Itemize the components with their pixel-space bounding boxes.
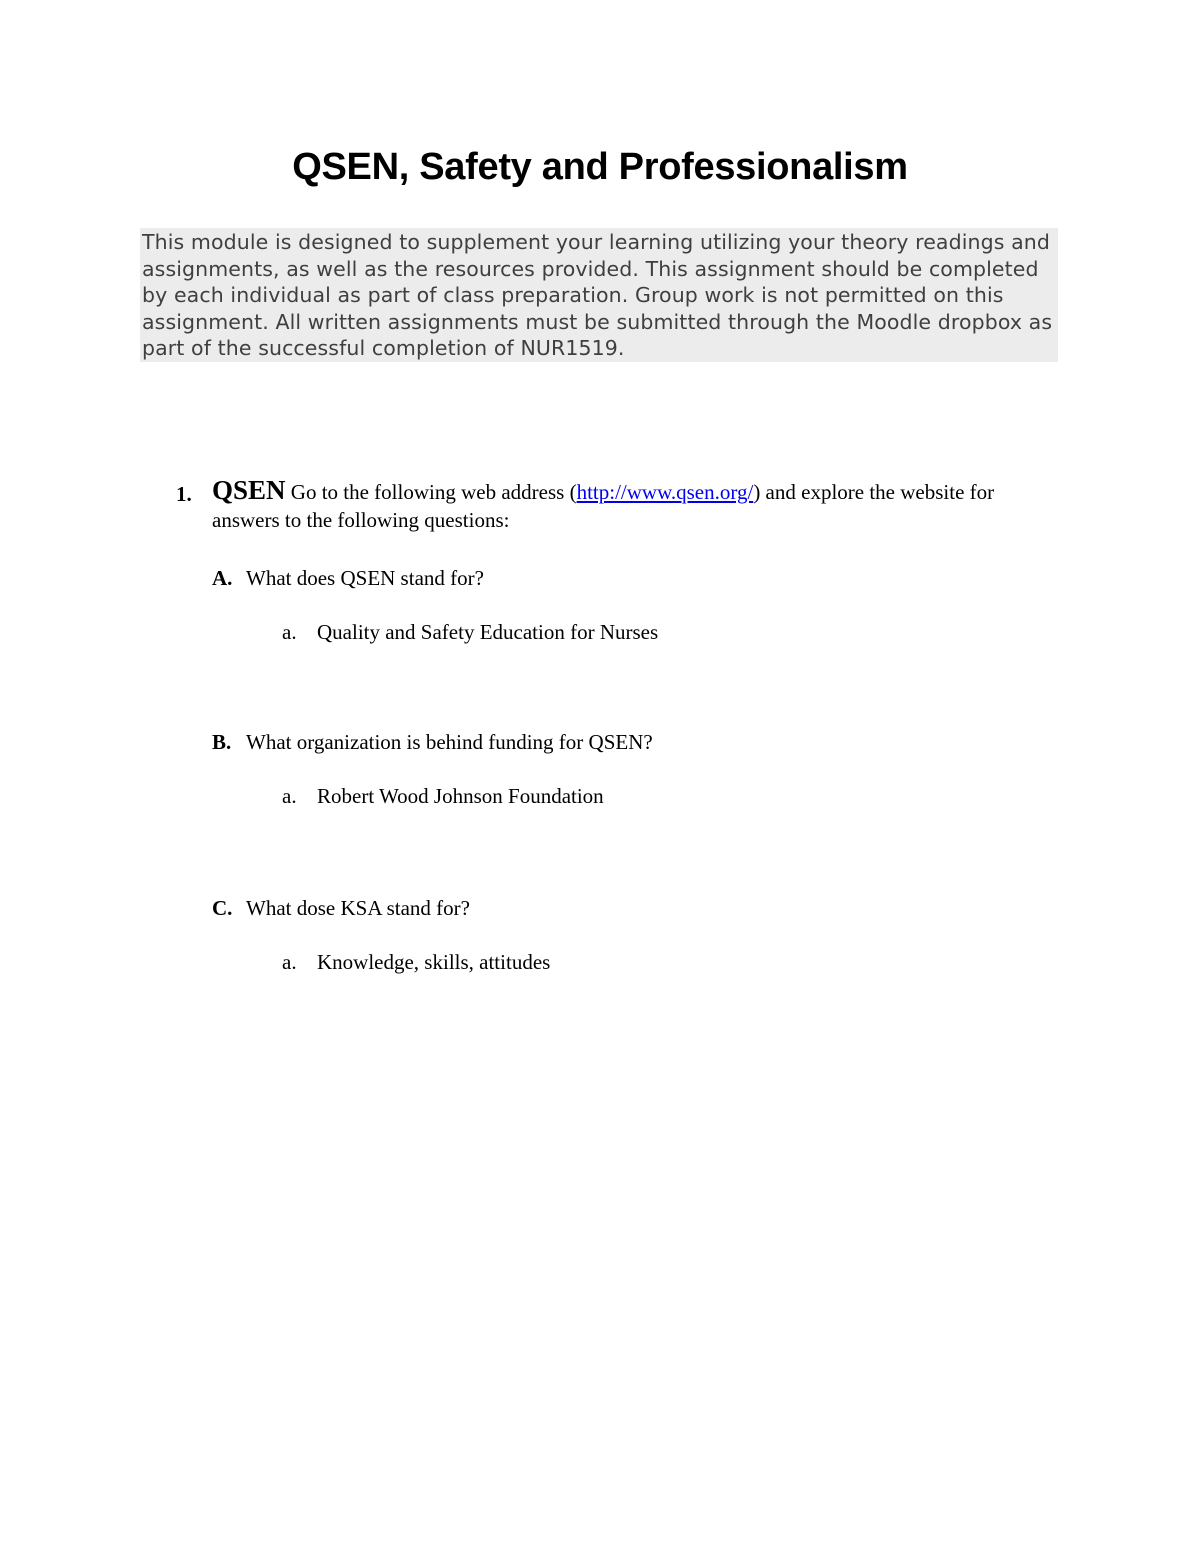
qsen-website-link[interactable]: http://www.qsen.org/ [576, 480, 754, 504]
subquestion-a [212, 564, 484, 592]
subquestion-b [212, 728, 653, 756]
subquestion-letter: B. [212, 730, 232, 754]
answer-letter: a. [282, 620, 297, 644]
subquestion-text: What organization is behind funding for QSEN? [246, 730, 653, 754]
answer-text: Robert Wood Johnson Foundation [317, 784, 604, 808]
subquestion-letter: A. [212, 566, 233, 590]
subquestion-text: What does QSEN stand for? [246, 566, 484, 590]
question-text-before: Go to the following web address ( [285, 480, 577, 504]
answer-c [282, 948, 550, 976]
subquestion-c [212, 894, 470, 922]
subquestion-letter: C. [212, 896, 233, 920]
page-title: QSEN, Safety and Professionalism [292, 146, 908, 188]
question-heading: QSEN [212, 475, 286, 505]
answer-text: Knowledge, skills, attitudes [317, 950, 551, 974]
answer-b [282, 782, 604, 810]
question-text-after: ) and explore the website for answers to the following questions: [212, 480, 995, 532]
answer-letter: a. [282, 950, 297, 974]
question-number: 1. [176, 482, 192, 506]
question-1-body [212, 476, 1062, 534]
answer-a [282, 618, 658, 646]
intro-paragraph: This module is designed to supplement your learning utilizing your theory readings and assignments, as well as the resources provided. This assignment should be completed by each individual as part of class preparation. Group work is not permitted on this assignment. All written assignments must be submitted through the Moodle dropbox as part of the successful completion of NUR1519. [140, 228, 1058, 362]
answer-text: Quality and Safety Education for Nurses [317, 620, 659, 644]
answer-letter: a. [282, 784, 297, 808]
subquestion-text: What dose KSA stand for? [246, 896, 470, 920]
